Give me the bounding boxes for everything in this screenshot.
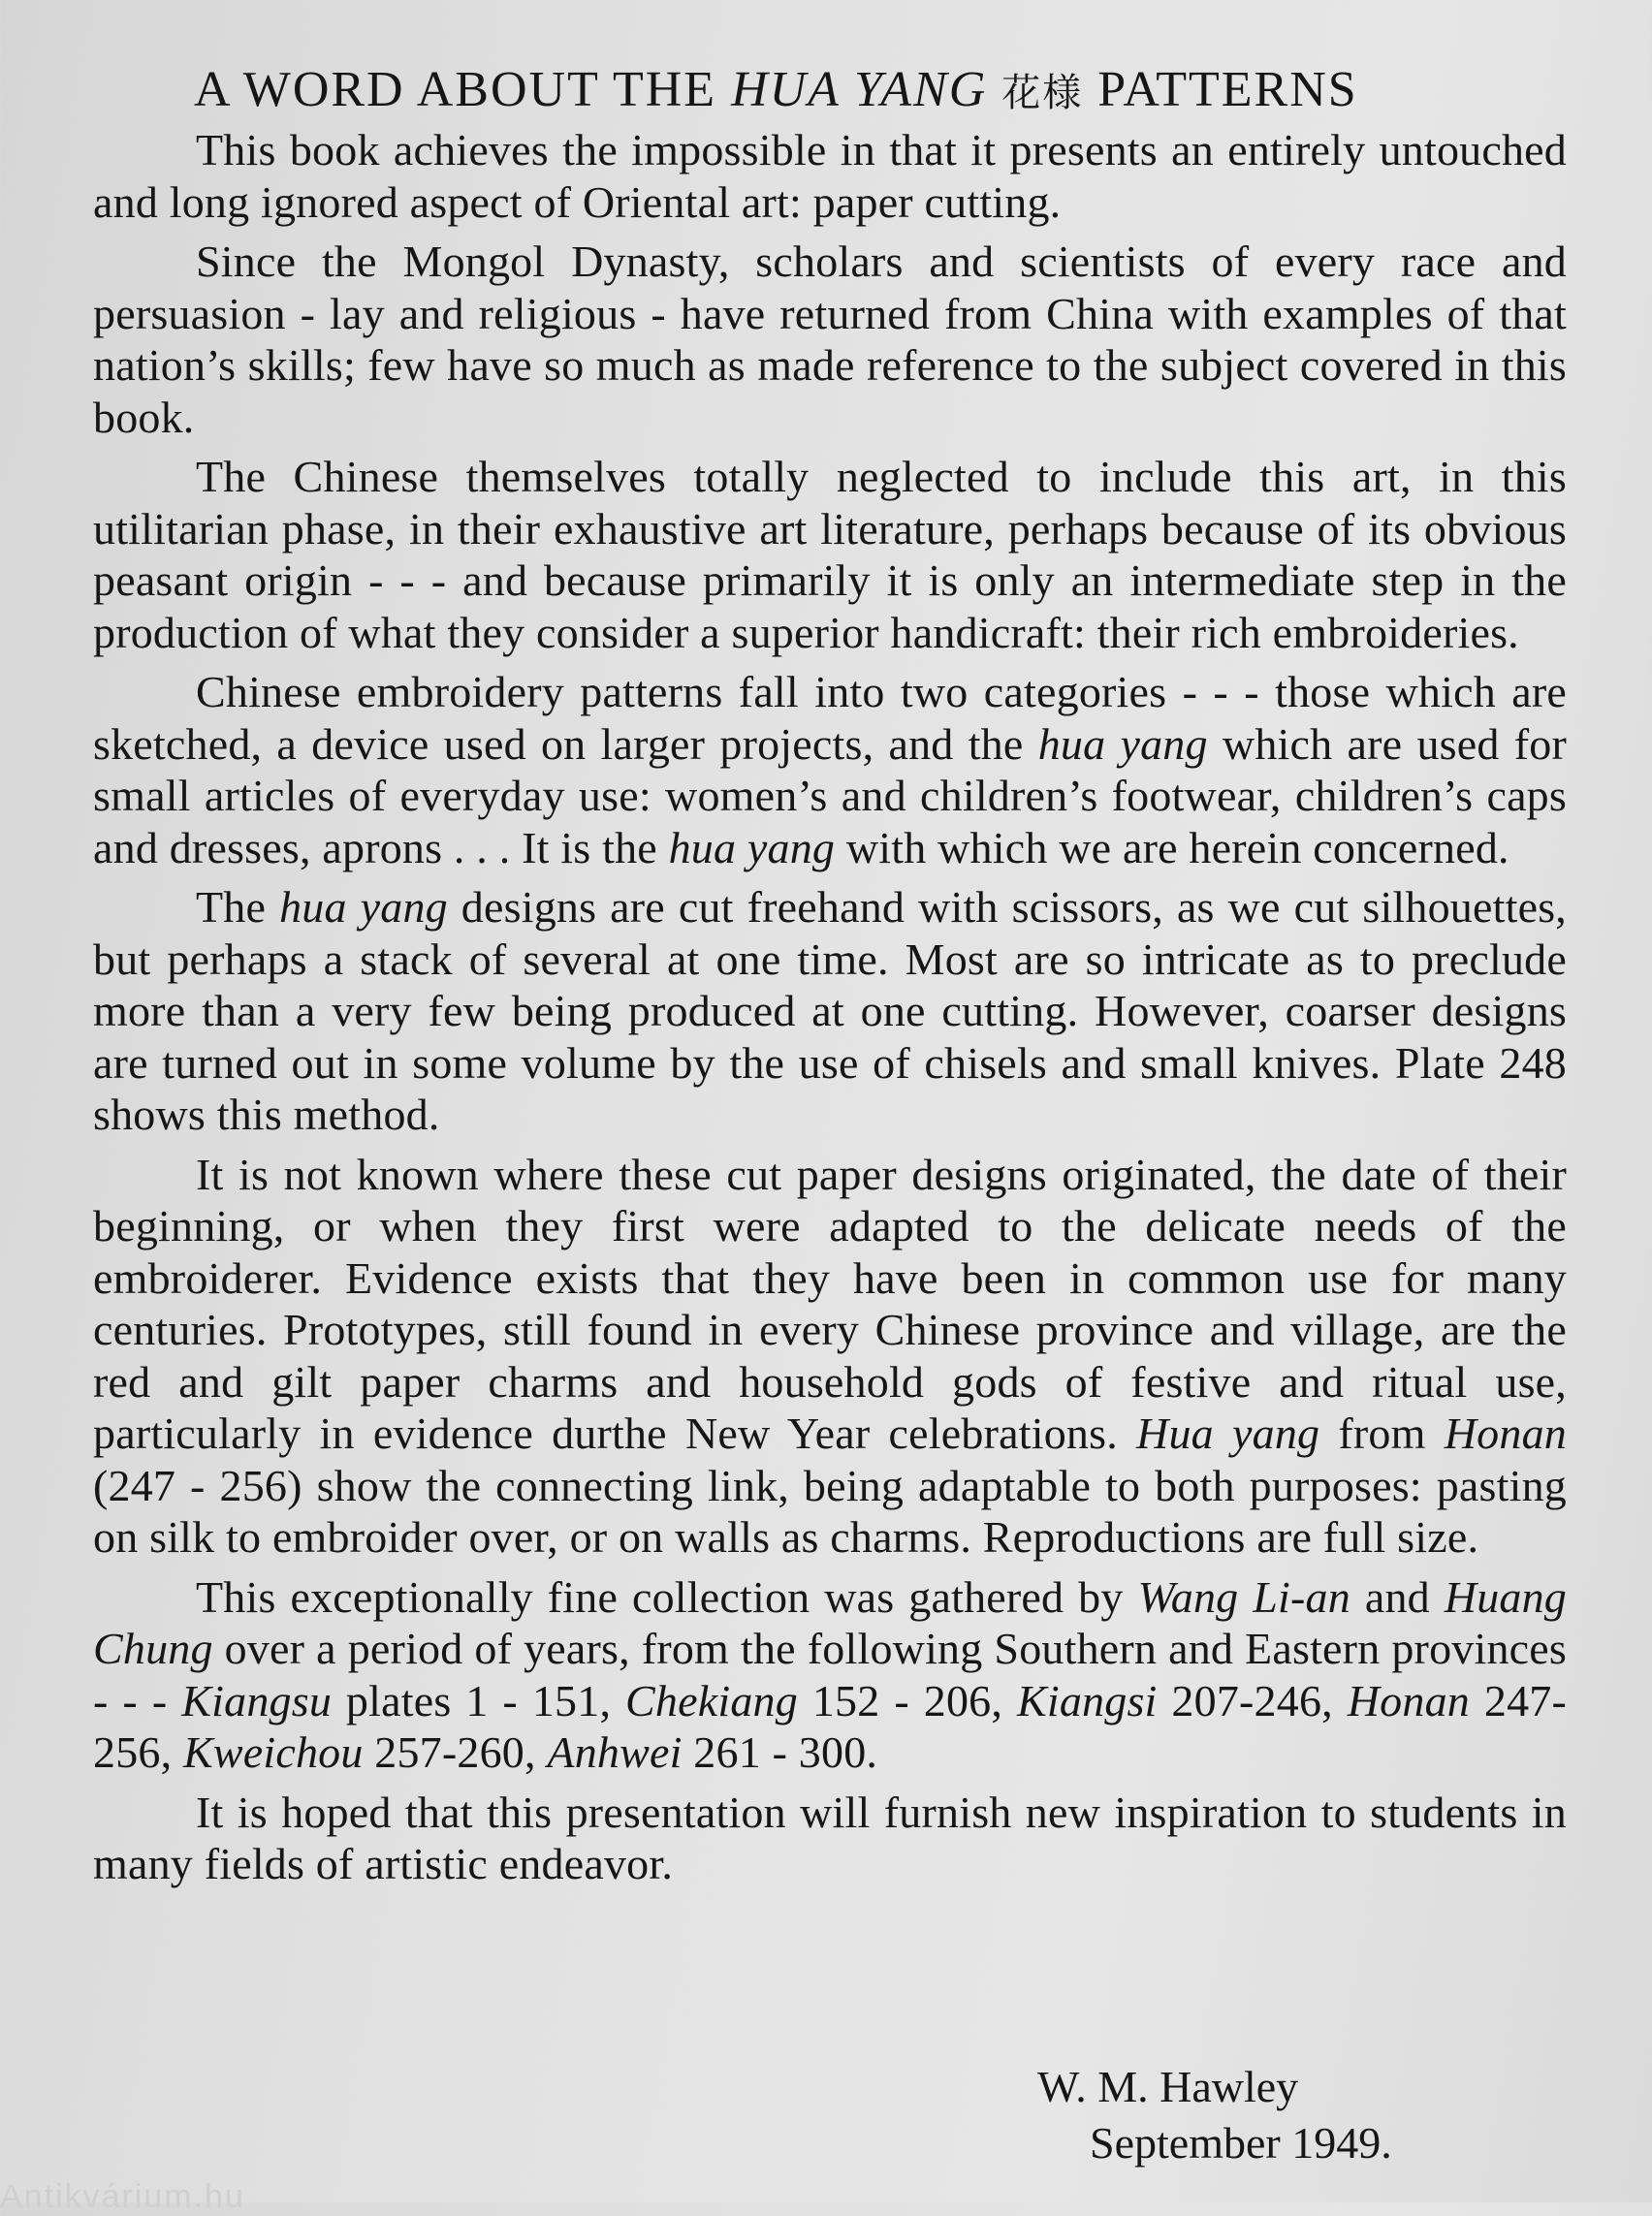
- paragraph-text: This book achieves the impossible in that it presents an entirely untouched and long ignored aspect of Oriental art: paper cutting.: [93, 125, 1567, 227]
- paragraph-text: and: [1350, 1571, 1445, 1622]
- italic-term: Hua yang: [1136, 1409, 1320, 1458]
- paragraph-text: The: [196, 882, 280, 932]
- italic-term: hua yang: [668, 822, 836, 872]
- body-text: [93, 124, 1567, 1898]
- paragraph-text: which are used for small articles of everyday use: women’s and children’s footwear, children’s caps and dresses, aprons . . . It is the: [93, 718, 1567, 872]
- italic-term: Kiangsi: [1016, 1675, 1158, 1725]
- title-chinese-characters: 花様: [1001, 71, 1084, 115]
- paragraph-text: 257-260,: [363, 1727, 548, 1777]
- title-italic: HUA YANG: [731, 62, 988, 117]
- paragraph-text: over a period of years, from the following Southern and Eastern provinces - - -: [93, 1624, 1567, 1725]
- paragraph-text: designs are cut freehand with scissors, as we cut silhouettes, but perhaps a stack of several at one time. Most are so intricate as to preclude more than a very few being produced at one cutting. However, coarser designs are turned out in some volume by the use of chisels and small knives. Plate 248 shows this method.: [93, 882, 1567, 1139]
- signature-block: [1037, 2059, 1392, 2171]
- paragraph-text: It is not known where these cut paper designs originated, the date of their beginning, or when they first were adapted to the delicate needs of the embroiderer. Evidence exists that they have been in common use for many centuries. Prototypes, still found in every Chinese province and village, are the red and gilt paper charms and household gods of festive and ritual use, particularly in evidence durthe New Year celebrations.: [93, 1149, 1567, 1458]
- paragraph-4: [93, 666, 1567, 873]
- italic-term: Huang Chung: [93, 1571, 1568, 1673]
- paragraph-text: from: [1319, 1409, 1445, 1458]
- paragraph-6: [93, 1149, 1567, 1564]
- paragraph-text: with which we are herein concerned.: [835, 822, 1509, 872]
- paragraph-text: 207-246,: [1157, 1675, 1348, 1725]
- paragraph-text: 152 - 206,: [797, 1675, 1017, 1725]
- paragraph-text: Since the Mongol Dynasty, scholars and scientists of every race and persuasion - lay and religious - have returned from China with examples of that nation’s skills; few have so much as made reference to the subject covered in this book.: [93, 237, 1567, 442]
- paragraph-text: (247 - 256) show the connecting link, being adaptable to both purposes: pasting on silk to embroider over, or on walls as charms. Reproductions are full size.: [93, 1460, 1567, 1562]
- paragraph-1: [93, 124, 1567, 228]
- paragraph-2: [93, 236, 1567, 443]
- italic-term: hua yang: [279, 882, 448, 932]
- paragraph-5: [93, 881, 1567, 1141]
- title-prefix: A WORD ABOUT THE: [194, 62, 732, 117]
- italic-term: Honan: [1444, 1409, 1567, 1458]
- paragraph-text: 247-256,: [93, 1675, 1568, 1777]
- author-name: W. M. Hawley: [1037, 2062, 1299, 2111]
- italic-term: Honan: [1347, 1675, 1470, 1725]
- paragraph-7: [93, 1571, 1567, 1779]
- paragraph-text: The Chinese themselves totally neglected to include this art, in this utilitarian phase, in their exhaustive art literature, perhaps because of its obvious peasant origin - - - and because primarily it is only an intermediate step in the production of what they consider a superior handicraft: their rich embroideries.: [93, 452, 1567, 657]
- paragraph-text: 261 - 300.: [682, 1727, 878, 1777]
- italic-term: Kiangsu: [181, 1675, 333, 1725]
- paragraph-text: It is hoped that this presentation will furnish new inspiration to students in many fields of artistic endeavor.: [93, 1787, 1567, 1888]
- watermark: Antikvárium.hu: [0, 2178, 245, 2215]
- paragraph-8: [93, 1787, 1567, 1890]
- italic-term: hua yang: [1037, 718, 1208, 769]
- paragraph-text: This exceptionally fine collection was gathered by: [196, 1571, 1138, 1622]
- paragraph-3: [93, 451, 1567, 658]
- italic-term: Anhwei: [547, 1727, 683, 1777]
- signature-date: September 1949.: [1090, 2118, 1392, 2168]
- italic-term: Wang Li-an: [1137, 1571, 1350, 1622]
- italic-term: Kweichou: [183, 1727, 364, 1777]
- paragraph-text: Chinese embroidery patterns fall into two categories - - - those which are sketched, a device used on larger projects, and the: [93, 667, 1567, 769]
- italic-term: Chekiang: [625, 1675, 798, 1725]
- paragraph-text: plates 1 - 151,: [332, 1675, 626, 1725]
- title-suffix: PATTERNS: [1083, 62, 1358, 117]
